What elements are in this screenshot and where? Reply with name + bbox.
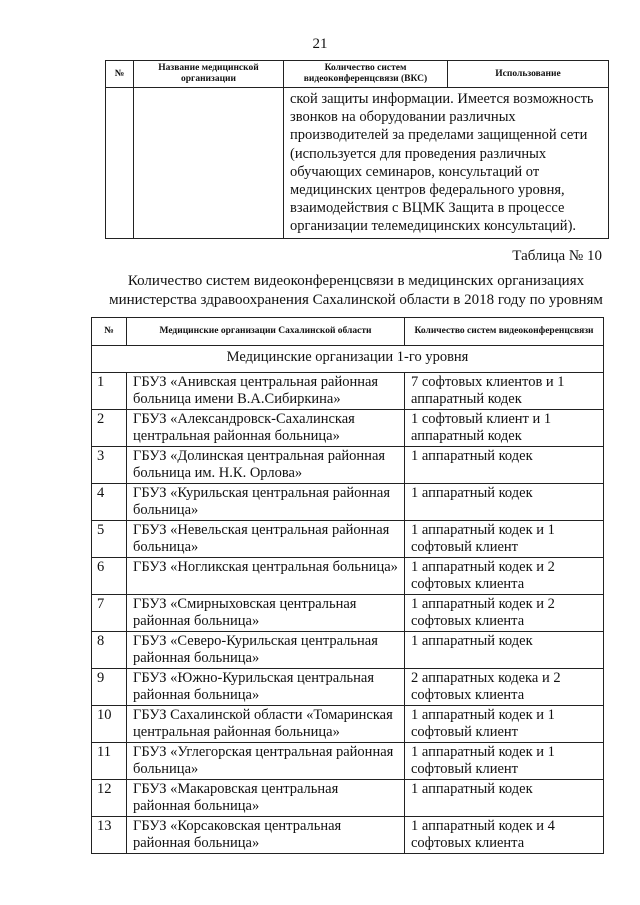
- org-name: ГБУЗ Сахалинской области «Томаринская центральная районная больница»: [127, 706, 405, 743]
- org-name: ГБУЗ «Корсаковская центральная районная больница»: [127, 817, 405, 854]
- page-number: 21: [312, 36, 328, 52]
- vks-count: 1 аппаратный кодек: [405, 447, 604, 484]
- vks-count: 1 аппаратный кодек: [405, 484, 604, 521]
- header-vks-count: Количество систем видеоконференцсвязи (ВКС): [284, 61, 448, 88]
- row-number: 11: [92, 743, 127, 780]
- table-row: [92, 817, 604, 854]
- row-number: 8: [92, 632, 127, 669]
- table-row: [92, 706, 604, 743]
- continued-usage-text: ской защиты информации. Имеется возможность звонков на оборудовании различных производителей за пределами защищенной сети (используется для проведения различных обучающих семинаров, консультаций от медицинских центров федерального уровня, взаимодействия с ВЦМК Защита в процессе организации телемедицинских консультаций).: [284, 88, 609, 239]
- section-row: [92, 346, 604, 373]
- vks-count: 2 аппаратных кодека и 2 софтовых клиента: [405, 669, 604, 706]
- vks-count: 1 аппаратный кодек и 1 софтовый клиент: [405, 706, 604, 743]
- header-org-name: Название медицинской организации: [134, 61, 284, 88]
- org-name: ГБУЗ «Смирныховская центральная районная больница»: [127, 595, 405, 632]
- org-name: ГБУЗ «Курильская центральная районная больница»: [127, 484, 405, 521]
- vks-count: 1 аппаратный кодек и 1 софтовый клиент: [405, 521, 604, 558]
- table-row: [92, 373, 604, 410]
- table-row: [92, 632, 604, 669]
- vks-count: 1 аппаратный кодек и 2 софтовых клиента: [405, 558, 604, 595]
- vks-table: [91, 317, 604, 854]
- org-name: ГБУЗ «Невельская центральная районная больница»: [127, 521, 405, 558]
- row-number: 5: [92, 521, 127, 558]
- header-number: №: [92, 318, 127, 346]
- row-number: 12: [92, 780, 127, 817]
- section-title: Медицинские организации 1-го уровня: [92, 346, 604, 373]
- org-name: ГБУЗ «Александровск-Сахалинская центральная районная больница»: [127, 410, 405, 447]
- table-row: [92, 595, 604, 632]
- org-name: ГБУЗ «Ногликская центральная больница»: [127, 558, 405, 595]
- vks-count: 1 софтовый клиент и 1 аппаратный кодек: [405, 410, 604, 447]
- row-number: 4: [92, 484, 127, 521]
- row-number: 6: [92, 558, 127, 595]
- continued-table-header: [106, 61, 609, 88]
- row-number: 9: [92, 669, 127, 706]
- header-organizations: Медицинские организации Сахалинской области: [127, 318, 405, 346]
- vks-count: 7 софтовых клиентов и 1 аппаратный кодек: [405, 373, 604, 410]
- vks-count: 1 аппаратный кодек и 4 софтовых клиента: [405, 817, 604, 854]
- table-title: Количество систем видеоконференцсвязи в медицинских организациях министерства здравоохранения Сахалинской области в 2018 году по уровням: [109, 273, 603, 308]
- table-row: [92, 780, 604, 817]
- table-row: [92, 669, 604, 706]
- cell-empty: [134, 88, 284, 239]
- table-row: [92, 743, 604, 780]
- row-number: 7: [92, 595, 127, 632]
- table-row: [92, 558, 604, 595]
- org-name: ГБУЗ «Северо-Курильская центральная районная больница»: [127, 632, 405, 669]
- org-name: ГБУЗ «Южно-Курильская центральная районная больница»: [127, 669, 405, 706]
- vks-count: 1 аппаратный кодек: [405, 780, 604, 817]
- row-number: 3: [92, 447, 127, 484]
- vks-count: 1 аппаратный кодек: [405, 632, 604, 669]
- row-number: 13: [92, 817, 127, 854]
- row-number: 2: [92, 410, 127, 447]
- continued-table: [105, 60, 609, 239]
- header-usage: Использование: [448, 61, 609, 88]
- table-row: [92, 410, 604, 447]
- vks-count: 1 аппаратный кодек и 1 софтовый клиент: [405, 743, 604, 780]
- org-name: ГБУЗ «Анивская центральная районная больница имени В.А.Сибиркина»: [127, 373, 405, 410]
- header-number: №: [106, 61, 134, 88]
- org-name: ГБУЗ «Макаровская центральная районная больница»: [127, 780, 405, 817]
- row-number: 10: [92, 706, 127, 743]
- table-row: [92, 447, 604, 484]
- org-name: ГБУЗ «Долинская центральная районная больница им. Н.К. Орлова»: [127, 447, 405, 484]
- continued-table-row: [106, 88, 609, 239]
- table-row: [92, 521, 604, 558]
- table-row: [92, 484, 604, 521]
- vks-table-header: [92, 318, 604, 346]
- row-number: 1: [92, 373, 127, 410]
- header-vks-count: Количество систем видеоконференцсвязи: [405, 318, 604, 346]
- table-number: Таблица № 10: [512, 248, 602, 264]
- cell-empty: [106, 88, 134, 239]
- vks-count: 1 аппаратный кодек и 2 софтовых клиента: [405, 595, 604, 632]
- org-name: ГБУЗ «Углегорская центральная районная больница»: [127, 743, 405, 780]
